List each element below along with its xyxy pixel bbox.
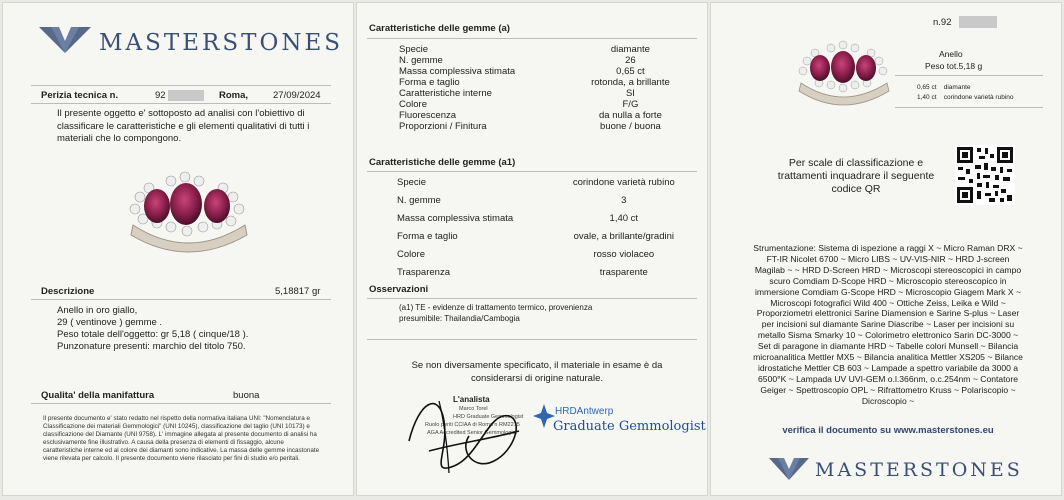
masterstones-logo-icon [767,455,811,483]
legend-row: 0,65 ct diamante [917,84,971,91]
description-lines: Anello in oro giallo, 29 ( ventinove ) gemme . Peso totale dell'oggetto: gr 5,18 ( cinque/18 ). Punzonature presenti: marchio del titolo 750. [57,305,249,352]
table-row: N. gemme 3 [397,194,627,206]
certificate-middle-panel [356,2,708,496]
item-name: Anello [939,49,963,59]
masterstones-logo-icon [37,23,93,57]
table-row: Proporzioni / Finitura buone / buona [399,121,661,132]
table-row: Caratteristiche interne SI [399,88,635,99]
brand-name: MASTERSTONES [99,30,343,56]
table-row: Specie diamante [399,44,650,55]
certificate-back-panel [710,2,1062,496]
item-weight: Peso tot.5,18 g [925,61,983,71]
graduate-gemmologist-label: Graduate Gemmologist [553,419,706,434]
table-row: Forma e taglio rotonda, a brillante [399,77,670,88]
signature-icon [399,381,529,481]
date: 27/09/2024 [273,90,321,101]
description-label: Descrizione [41,286,95,297]
analyst-details: Marco Torel HRD Graduate Gemmologist Ruolo periti CCIAA di Roma n RM2275 AGA Accredited Senior Gemmologist [425,406,524,436]
table-row: Specie corindone varietà rubino [397,176,675,188]
table-row: Massa complessiva stimata 0,65 ct [399,66,645,77]
analyst-title: L'analista [453,395,490,404]
qr-code-icon[interactable] [955,145,1015,205]
qr-instructions: Per scale di classificazione e trattamenti inquadrare il seguente codice QR [777,157,935,195]
legal-notice: Il presente documento e' stato redatto nel rispetto della normativa italiana UNI: "Nomenclatura e Classificazione dei materiali Gemmologici" (UNI 10245), classificazione del taglio (UNI 10173) e classificazione del Diamante (UNI 9758). L' immagine allegata al presente documento di analisi ha esclusivamente fine illustrativo. A causa della presenza di elementi di fissaggio, alcune caratteristiche interne ed al colore dei diamanti sono indicative. La massa delle gemme incastonate viene rilevata per calcolo. Il presente documento viene rilasciato per fini di studio e/o peritali. [43,415,320,463]
gem-a-title: Caratteristiche delle gemme (a) [369,23,510,34]
observations-text: (a1) TE - evidenze di trattamento termico, provenienza presumibile: Thailandia/Cambogia [399,303,593,323]
gem-a-table [399,44,689,132]
quality-value: buona [233,390,260,401]
intro-text: Il presente oggetto e' sottoposto ad analisi con l'obiettivo di classificare le caratteristiche e gli elementi qualitativi di tutti i materiali che lo compongono. [57,108,310,144]
gem-legend [917,83,1014,103]
ring-photo [123,169,253,259]
perizia-number: 92 [155,90,166,101]
legend-row: 1,40 ct corindone varietà rubino [917,94,1014,101]
instrumentation-list: Strumentazione: Sistema di ispezione a raggi X ~ Micro Raman DRX ~ FT-IR Nicolet 6700 ~ Micro LIBS ~ UV-VIS-NIR ~ HRD J-screen Magilab ~ ~ HRD D-Screen HRD ~ Microscopi stereoscopici in campo scuro Comdiam D-Scope HRD ~ Microscopio stereoscopico in immersione Comdiam G-Scope HRD ~ Microscopio Giagem Mark X ~ Microscopi fotografici Wild 400 ~ Ottiche Zeiss, Leika e Wild ~ Proporziometri elettronici Sarine Diamension e Sarine S-plus ~ Laser per incisioni sul diamante Sarine Diascribe ~ Laser per incisioni su metallo Sisma Smarky 10 ~ Colorimetro elettronico Sarin DC-3000 ~ Set di paragone in diamante HRD ~ Tabelle colori Munsell ~ Bilancia microanalitica Mettler MX5 ~ Bilancia analitica Mettler XS205 ~ Bilance idrostatiche Mettler CB 603 ~ Lampade a spettro variabile da 3000 a 6500°K ~ Lampada UV UVI-GEM o.l.366nm, o.c.254nm ~ Contatore Geiger ~ Spettroscopio OPL ~ Rifrattometro Kruss ~ Polariscopio ~ Dicroscopio ~ [753,243,1023,406]
table-row: Fluorescenza da nulla a forte [399,110,662,121]
certificate-number: n.92 [933,17,952,28]
ring-photo-small [793,39,893,111]
redacted-block [168,90,204,101]
natural-origin-note: Se non diversamente specificato, il materiale in esame è da considerarsi di origine naturale. [411,360,663,384]
table-row: Massa complessiva stimata 1,40 ct [397,212,639,224]
table-row: N. gemme 26 [399,55,636,66]
certificate-front-panel [2,2,354,496]
gem-a1-title: Caratteristiche delle gemme (a1) [369,157,516,168]
redacted-block [959,16,997,28]
table-row: Colore F/G [399,99,639,110]
quality-label: Qualita' della manifattura [41,390,155,401]
perizia-label: Perizia tecnica n. [41,90,119,101]
hrd-antwerp-label: HRDAntwerp [555,406,614,417]
observations-title: Osservazioni [369,284,429,295]
table-row: Forma e taglio ovale, a brillante/gradini [397,230,674,242]
table-row: Colore rosso violaceo [397,248,655,260]
brand-name-footer: MASTERSTONES [815,459,1023,481]
verify-link[interactable]: verifica il documento su www.masterstones.eu [782,425,994,436]
description-weight: 5,18817 gr [275,286,321,297]
city: Roma, [219,90,249,101]
table-row: Trasparenza trasparente [397,266,648,278]
hrd-star-icon [533,403,555,429]
gem-a1-table [397,173,693,281]
